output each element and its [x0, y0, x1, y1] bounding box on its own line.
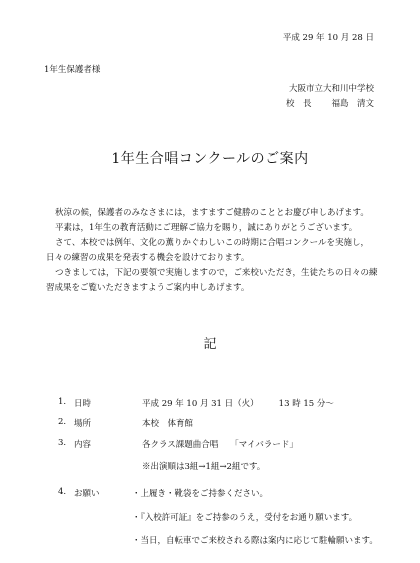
item-label-requests: お願い [74, 489, 100, 499]
performance-order-note: ※出演順は3組→1組→2組です。 [142, 462, 266, 472]
body-paragraph: さて、本校では例年、文化の薫りかぐわしいこの時期に合唱コンクールを実施し，日々の練習の成果を発表する機会を設けております。 [46, 238, 369, 263]
body-paragraph: つきましては，下記の要領で実施しますので，ご来校いただき，生徒たちの日々の練習成果をご覧いただきますようご案内申しあげます。 [46, 268, 378, 293]
item-label-content: 内容 [74, 440, 92, 450]
body-text [46, 206, 378, 296]
document-title: 1年生合唱コンクールのご案内 [111, 151, 309, 167]
item-number: 4. [58, 487, 67, 497]
issue-date: 平成 29 年 10 月 28 日 [282, 33, 374, 43]
item-value-content [142, 438, 298, 450]
request-note: ・『入校許可証』をご持参のうえ，受付をお通り願います。 [132, 513, 358, 523]
item-value-place: 本校 体育館 [142, 419, 194, 429]
event-time: 13 時 15 分～ [278, 399, 334, 409]
item-label-datetime: 日時 [74, 399, 92, 409]
recipient: 1年生保護者様 [44, 65, 101, 75]
item-value-datetime [142, 397, 334, 409]
song-title: 「マイバラード」 [230, 440, 298, 450]
item-number: 2. [58, 417, 67, 427]
principal-name: 福島 清文 [331, 99, 374, 109]
ki-heading: 記 [203, 337, 217, 352]
item-number: 1. [58, 397, 67, 407]
school-name: 大阪市立大和川中学校 [288, 84, 374, 94]
content-description: 各クラス課題曲合唱 [142, 440, 219, 450]
item-number: 3. [58, 438, 67, 448]
request-note: ・上履き・靴袋をご持参ください。 [132, 489, 269, 499]
item-label-place: 場所 [74, 419, 92, 429]
body-paragraph: 平素は，1年生の教育活動にご理解ご協力を賜り，誠にありがとうございます。 [55, 223, 358, 233]
principal-line [286, 97, 374, 109]
principal-role: 校 長 [285, 99, 312, 109]
event-date: 平成 29 年 10 月 31 日（火） [142, 399, 259, 409]
body-paragraph: 秋涼の候，保護者のみなさまには，ますますご健勝のこととお慶び申しあげます。 [55, 208, 369, 218]
request-note: ・当日，自転車でご来校される際は案内に応じて駐輪願います。 [132, 536, 378, 546]
